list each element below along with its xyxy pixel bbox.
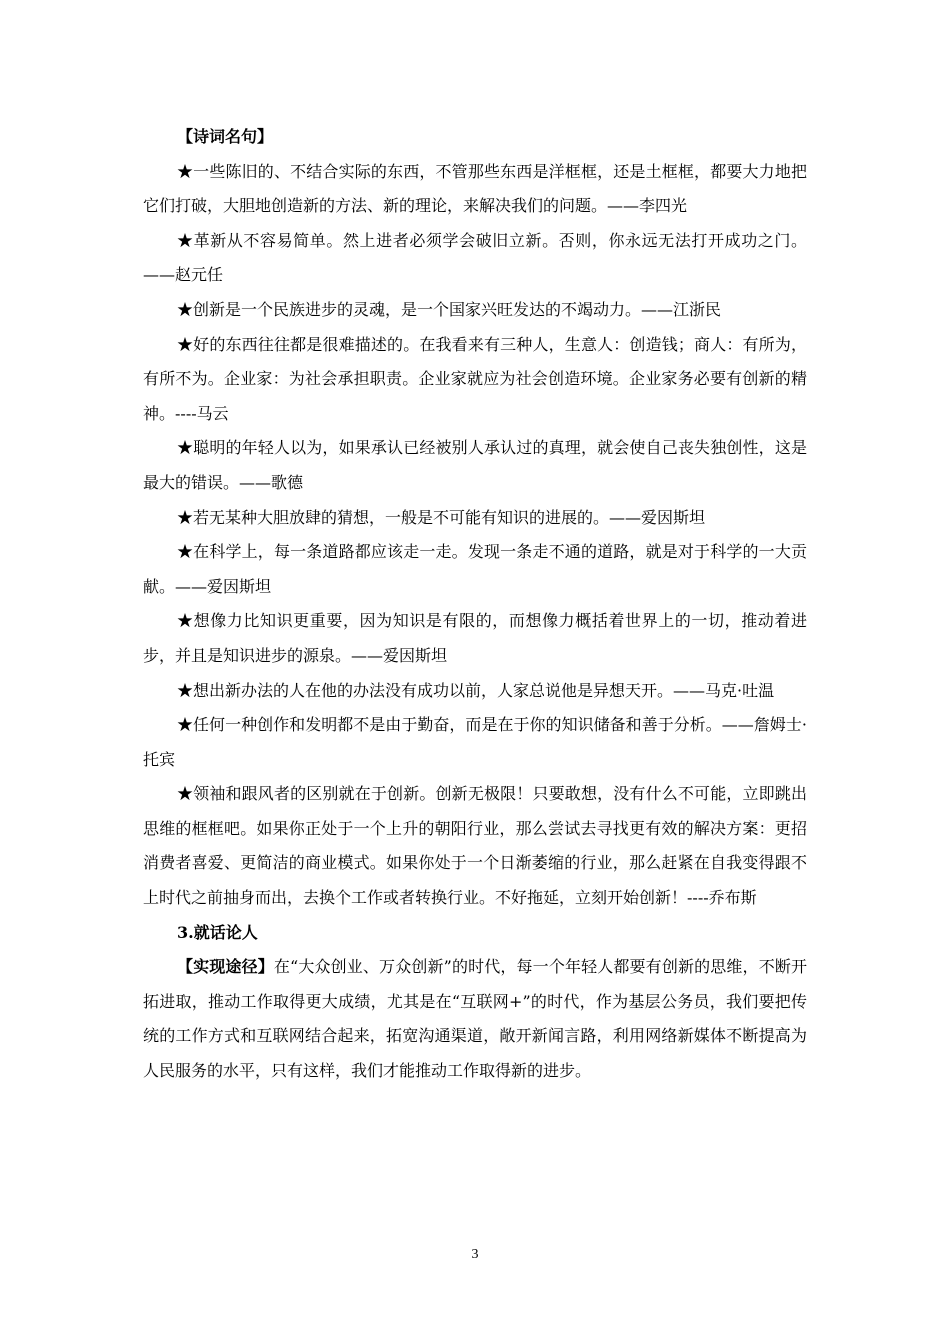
practice-text: 在“大众创业、万众创新”的时代，每一个年轻人都要有创新的思维，不断开拓进取，推动工作取得更大成绩，尤其是在“互联网+”的时代，作为基层公务员，我们要把传统的工作方式和互联网结合起来，拓宽沟通渠道，敞开新闻言路，利用网络新媒体不断提高为人民服务的水平，只有这样，我们才能推动工作取得新的进步。 xyxy=(143,957,807,1081)
subsection-heading: 3.就话论人 xyxy=(177,922,258,942)
quote-paragraph: ★在科学上，每一条道路都应该走一走。发现一条走不通的道路，就是对于科学的一大贡献。——爱因斯坦 xyxy=(143,542,807,596)
practice-paragraph xyxy=(143,950,807,1088)
quote-paragraph: ★聪明的年轻人以为，如果承认已经被别人承认过的真理，就会使自己丧失独创性，这是最大的错误。——歌德 xyxy=(143,438,807,492)
practice-label: 【实现途径】 xyxy=(177,957,274,977)
quote-paragraph: ★好的东西往往都是很难描述的。在我看来有三种人，生意人：创造钱；商人：有所为，有所不为。企业家：为社会承担职责。企业家就应为社会创造环境。企业家务必要有创新的精神。----马云 xyxy=(143,334,807,423)
quote-paragraph: ★革新从不容易简单。然上进者必须学会破旧立新。否则，你永远无法打开成功之门。——赵元任 xyxy=(143,230,807,285)
quote-paragraph: ★想像力比知识更重要，因为知识是有限的，而想像力概括着世界上的一切，推动着进步，并且是知识进步的源泉。——爱因斯坦 xyxy=(143,611,807,665)
section-heading: 【诗词名句】 xyxy=(177,127,274,146)
quote-paragraph: ★一些陈旧的、不结合实际的东西，不管那些东西是洋框框，还是土框框，都要大力地把它们打破，大胆地创造新的方法、新的理论，来解决我们的问题。——李四光 xyxy=(143,161,807,216)
quote-paragraph: ★任何一种创作和发明都不是由于勤奋，而是在于你的知识储备和善于分析。——詹姆士·托宾 xyxy=(143,715,807,769)
quote-paragraph: ★想出新办法的人在他的办法没有成功以前，人家总说他是异想天开。——马克·吐温 xyxy=(177,680,775,700)
page-number: 3 xyxy=(471,1247,479,1262)
quote-paragraph: ★领袖和跟风者的区别就在于创新。创新无极限！只要敢想，没有什么不可能，立即跳出思维的框框吧。如果你正处于一个上升的朝阳行业，那么尝试去寻找更有效的解决方案：更招消费者喜爱、更简洁的商业模式。如果你处于一个日渐萎缩的行业，那么赶紧在自我变得跟不上时代之前抽身而出，去换个工作或者转换行业。不好拖延，立刻开始创新！----乔布斯 xyxy=(143,784,807,908)
quote-paragraph: ★创新是一个民族进步的灵魂，是一个国家兴旺发达的不竭动力。——江浙民 xyxy=(177,299,722,319)
quote-paragraph: ★若无某种大胆放肆的猜想，一般是不可能有知识的进展的。——爱因斯坦 xyxy=(177,507,706,527)
page-content xyxy=(143,120,807,1089)
